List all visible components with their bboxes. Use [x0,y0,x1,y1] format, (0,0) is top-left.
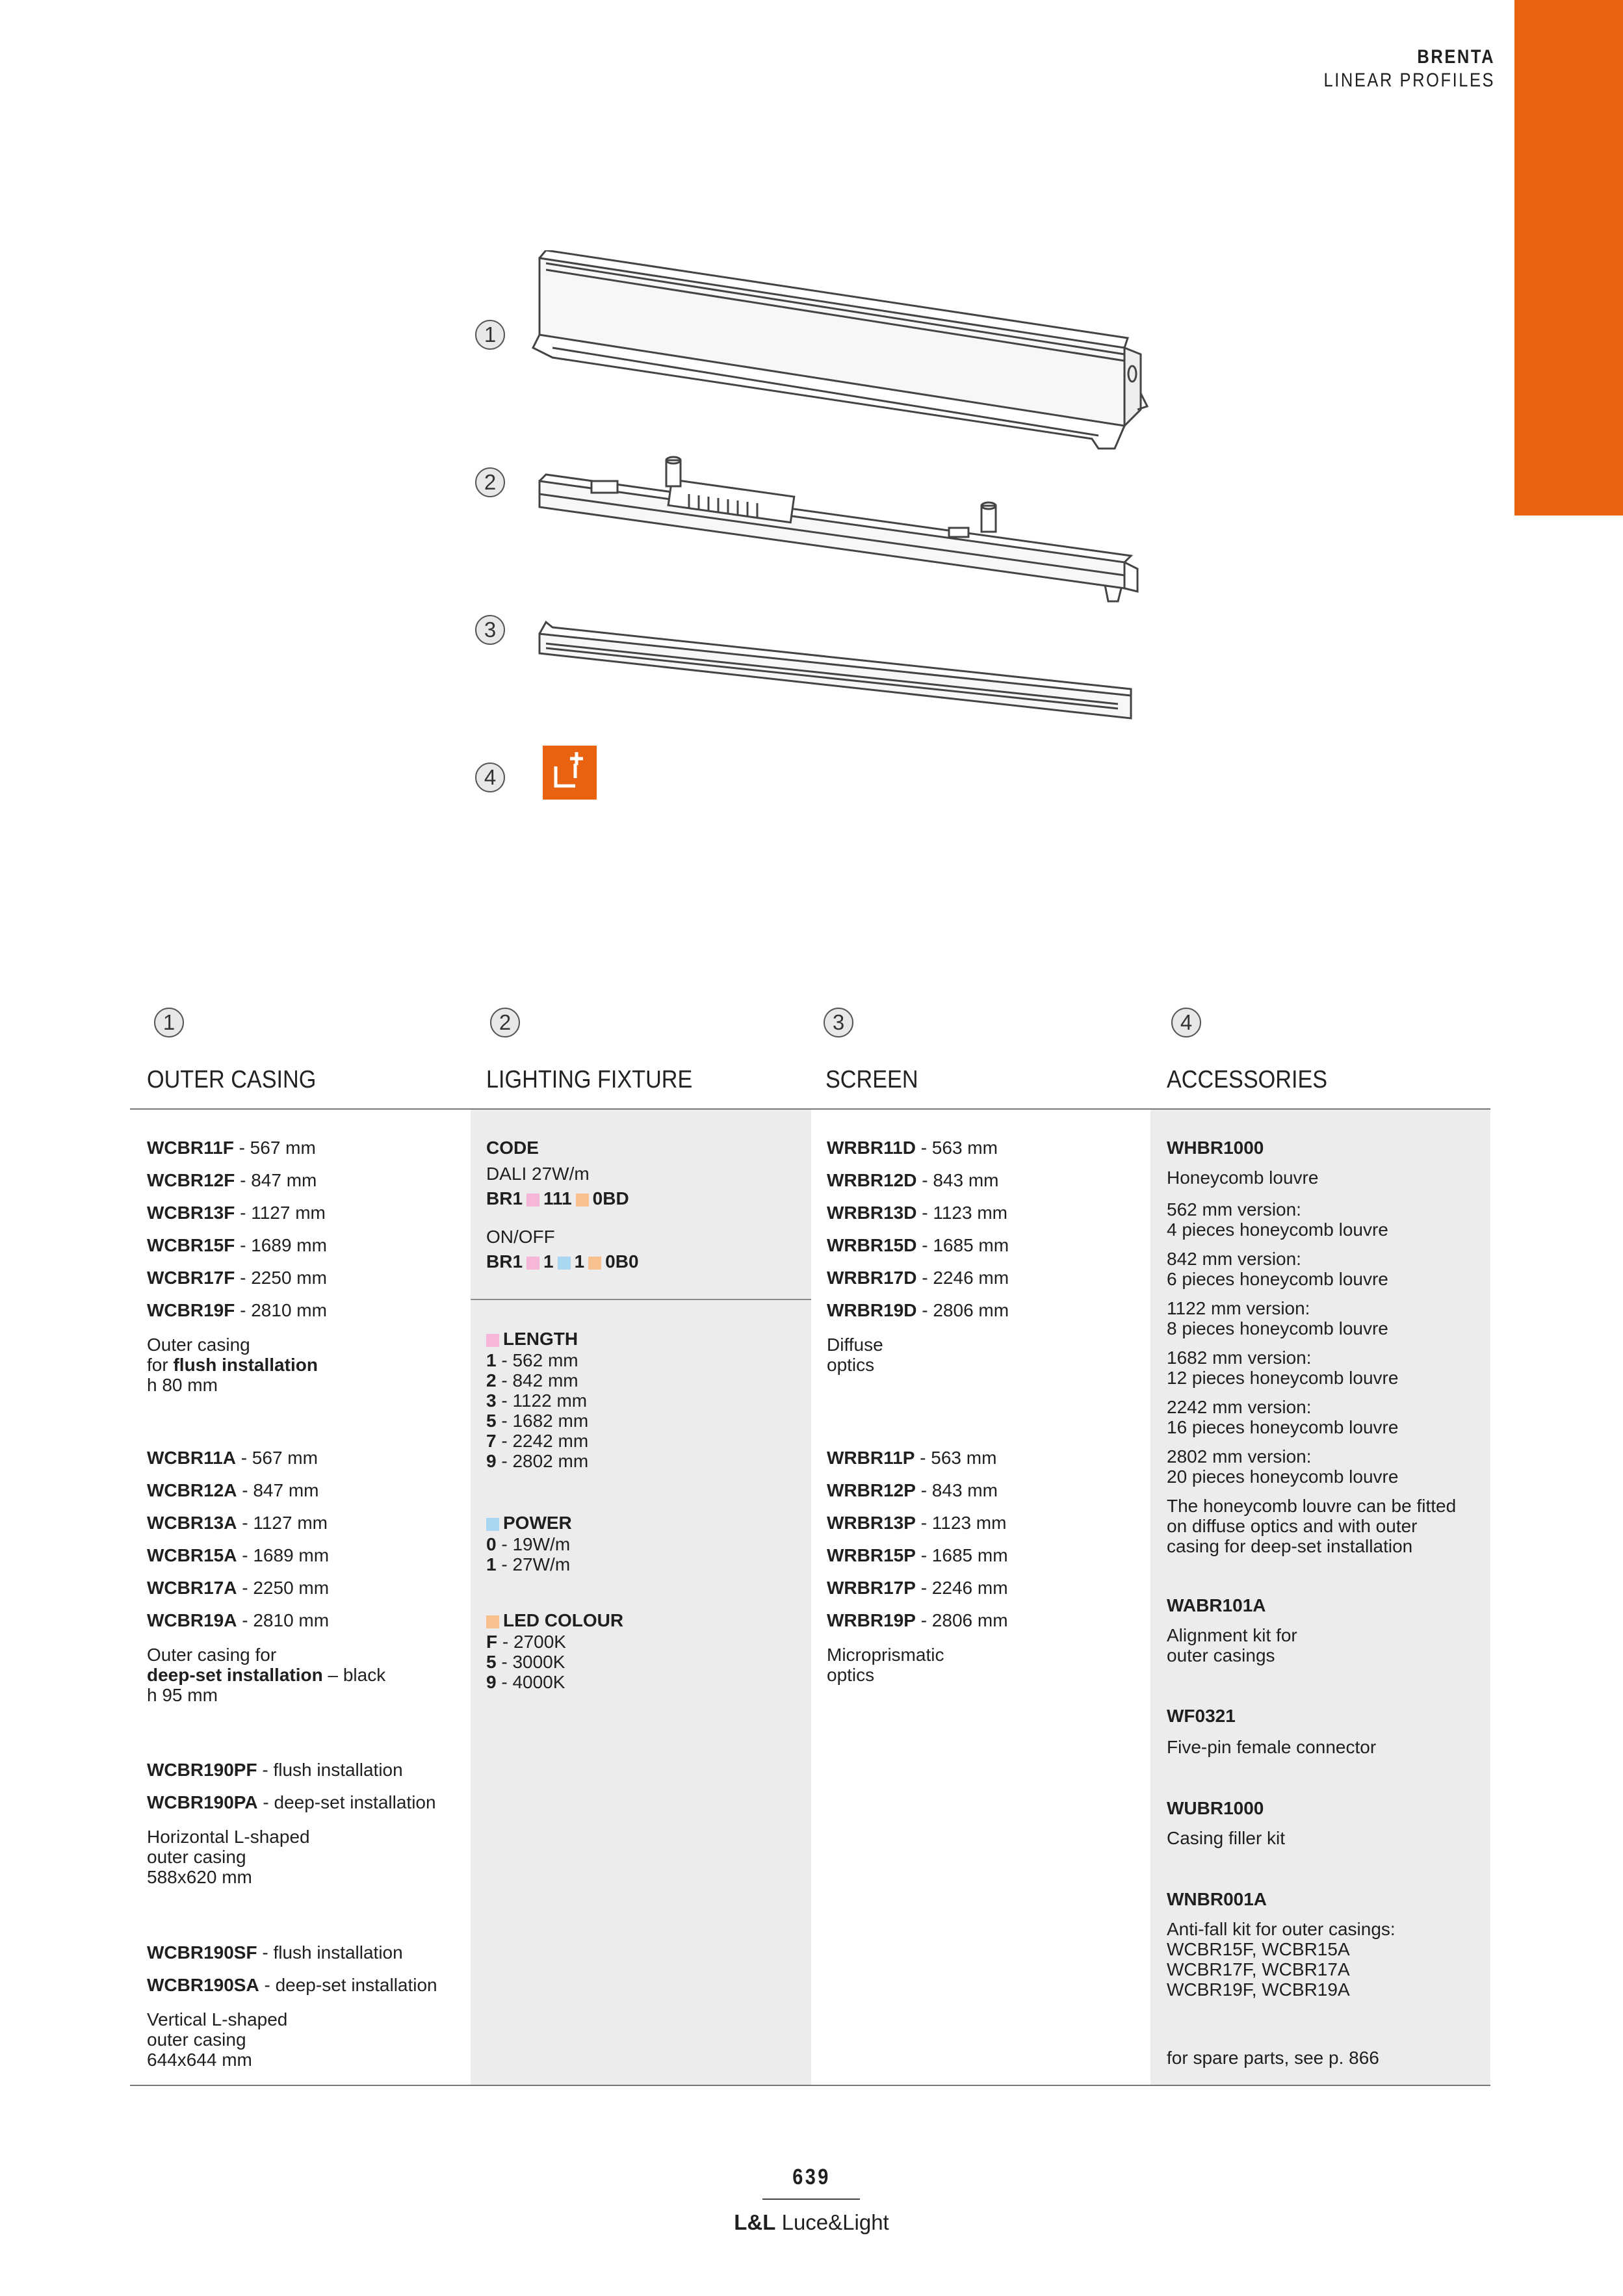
louvre-version: 1682 mm version: 12 pieces honeycomb louvre [1167,1348,1399,1388]
product-code: WCBR190SA - deep-set installation [147,1975,437,1995]
product-code: WRBR19D - 2806 mm [827,1300,1009,1320]
power-label: POWER [486,1513,572,1533]
column-number-1: 1 [154,1008,184,1037]
product-code: WCBR190PA - deep-set installation [147,1792,436,1812]
accessory-description: Five-pin female connector [1167,1737,1377,1757]
onoff-label: ON/OFF [486,1227,555,1247]
onoff-code: BR1 1 1 0B0 [486,1251,639,1272]
column-number-3: 3 [824,1008,853,1037]
product-code: WCBR11A - 567 mm [147,1448,318,1468]
product-description: Outer casing for deep-set installation – black h 95 mm [147,1645,386,1705]
product-description: Horizontal L-shaped outer casing 588x620 mm [147,1827,310,1887]
column-title-accessories: ACCESSORIES [1167,1066,1328,1093]
product-code: WCBR11F - 567 mm [147,1138,316,1158]
product-code: WCBR17F - 2250 mm [147,1268,327,1288]
product-code: WRBR12D - 843 mm [827,1170,999,1190]
product-code: WRBR17P - 2246 mm [827,1578,1008,1598]
product-description: Vertical L-shaped outer casing 644x644 mm [147,2009,288,2070]
louvre-version: 562 mm version: 4 pieces honeycomb louvre [1167,1199,1388,1240]
product-code: WRBR12P - 843 mm [827,1480,998,1500]
diagram-label-3: 3 [475,615,505,645]
fixture-divider [471,1299,811,1300]
product-code: WRBR11D - 563 mm [827,1138,998,1158]
product-code: WCBR190PF - flush installation [147,1760,403,1780]
page-number: 639 [792,2165,831,2189]
accessory-code: WNBR001A [1167,1889,1267,1909]
product-code: WCBR15A - 1689 mm [147,1545,330,1565]
tab-line [1550,91,1623,94]
colour-label: LED COLOUR [486,1610,623,1630]
product-code: WCBR12F - 847 mm [147,1170,317,1190]
outer-casing-drawing [526,250,1157,458]
product-code: WCBR15F - 1689 mm [147,1235,327,1255]
screen-drawing [533,614,1137,725]
product-code: WCBR19A - 2810 mm [147,1610,330,1630]
diagram-label-1: 1 [475,320,505,350]
power-options: 0 - 19W/m 1 - 27W/m [486,1534,571,1574]
product-description: Outer casing for flush installation h 80 mm [147,1335,318,1395]
accessory-description: Alignment kit for outer casings [1167,1625,1297,1665]
accessory-code: WHBR1000 [1167,1138,1264,1158]
spare-parts-note: for spare parts, see p. 866 [1167,2048,1379,2068]
product-code: WRBR13P - 1123 mm [827,1513,1007,1533]
tab-line [1550,80,1623,83]
louvre-version: 2802 mm version: 20 pieces honeycomb louvre [1167,1446,1399,1487]
product-code: WRBR19P - 2806 mm [827,1610,1008,1630]
footer-brand: L&L Luce&Light [734,2210,889,2234]
louvre-version: 1122 mm version: 8 pieces honeycomb louvre [1167,1298,1388,1338]
product-code: WRBR15P - 1685 mm [827,1545,1008,1565]
product-code: WRBR13D - 1123 mm [827,1203,1007,1223]
louvre-version: 842 mm version: 6 pieces honeycomb louvre [1167,1249,1388,1289]
product-description: Microprismatic optics [827,1645,944,1685]
product-code: WRBR11P - 563 mm [827,1448,997,1468]
product-code: WCBR13A - 1127 mm [147,1513,328,1533]
code-label: CODE [486,1138,539,1158]
product-code: WCBR12A - 847 mm [147,1480,319,1500]
louvre-note: The honeycomb louvre can be fitted on diffuse optics and with outer casing for deep-set installation [1167,1496,1457,1556]
dali-label: DALI 27W/m [486,1164,590,1184]
accessory-description: Anti-fall kit for outer casings: WCBR15F, WCBR15A WCBR17F, WCBR17A WCBR19F, WCBR19A [1167,1919,1396,2000]
accessory-code: WUBR1000 [1167,1798,1264,1818]
column-title-lighting-fixture: LIGHTING FIXTURE [486,1066,693,1093]
length-options: 1 - 562 mm 2 - 842 mm 3 - 1122 mm 5 - 1682 mm 7 - 2242 mm 9 - 2802 mm [486,1350,589,1471]
length-label: LENGTH [486,1329,578,1349]
diagram-label-4: 4 [475,763,505,792]
diagram-label-2: 2 [475,467,505,497]
dali-code: BR1 111 0BD [486,1188,629,1208]
product-code: WCBR190SF - flush installation [147,1942,403,1963]
product-code: WCBR19F - 2810 mm [147,1300,327,1320]
accessories-icon [543,746,597,800]
accessory-description: Honeycomb louvre [1167,1168,1319,1188]
product-description: Diffuse optics [827,1335,883,1375]
product-code: WCBR17A - 2250 mm [147,1578,330,1598]
louvre-version: 2242 mm version: 16 pieces honeycomb louvre [1167,1397,1399,1437]
accessory-description: Casing filler kit [1167,1828,1286,1848]
column-title-outer-casing: OUTER CASING [147,1066,317,1093]
header-section: LINEAR PROFILES [1323,70,1495,91]
lighting-fixture-drawing [533,455,1150,611]
product-code: WCBR13F - 1127 mm [147,1203,326,1223]
header-brand: BRENTA [1417,46,1495,68]
column-number-2: 2 [490,1008,520,1037]
page-header [1293,46,1495,92]
colour-options: F - 2700K 5 - 3000K 9 - 4000K [486,1632,566,1692]
accessory-code: WABR101A [1167,1595,1266,1615]
plus-bracket-icon [543,746,597,800]
product-code: WRBR15D - 1685 mm [827,1235,1009,1255]
accessory-code: WF0321 [1167,1706,1236,1726]
section-tab [1514,0,1623,515]
footer-divider [762,2198,860,2200]
bottom-rule [130,2085,1490,2086]
product-code: WRBR17D - 2246 mm [827,1268,1009,1288]
column-number-4: 4 [1171,1008,1201,1037]
column-title-screen: SCREEN [825,1066,918,1093]
